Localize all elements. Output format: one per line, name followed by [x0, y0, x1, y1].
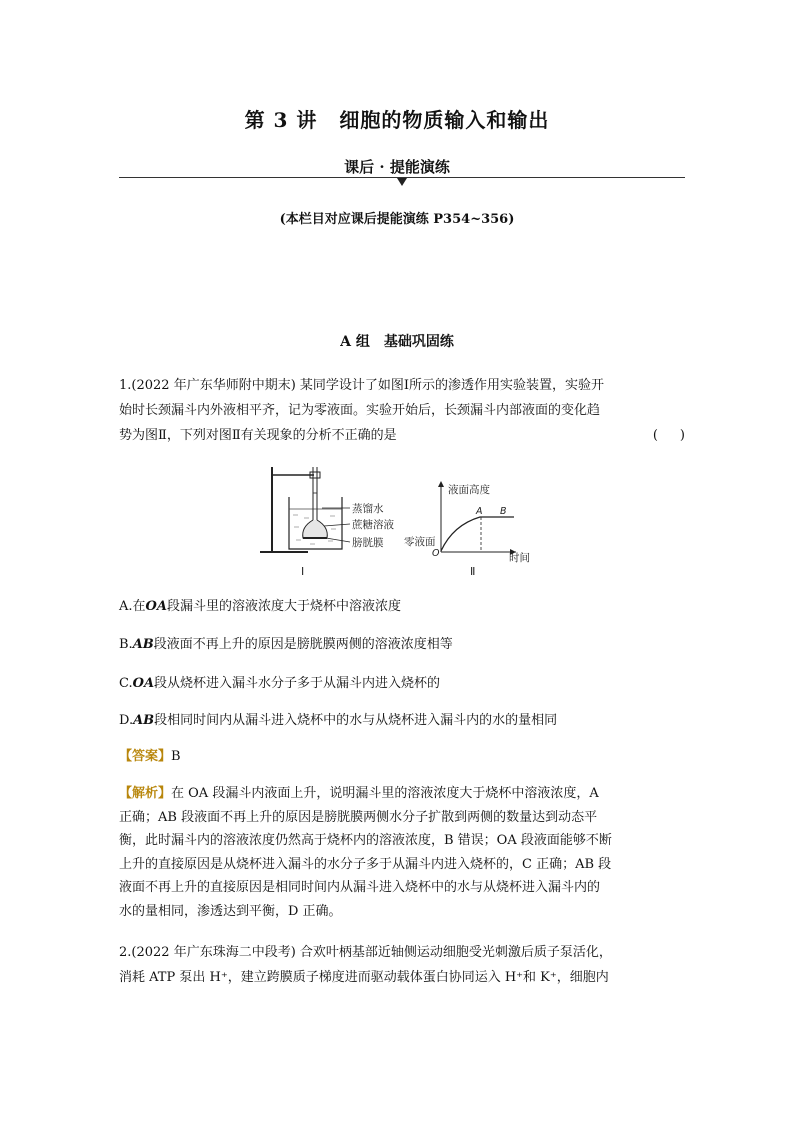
liquid-level-curve	[441, 517, 514, 551]
question-1-line: 1.(2022 年广东华师附中期末) 某同学设计了如图Ⅰ所示的渗透作用实验装置，实验开	[119, 378, 605, 393]
option-c[interactable]: C.OA段从烧杯进入漏斗水分子多于从漏斗内进入烧杯的	[119, 676, 441, 691]
title-topic: 细胞的物质输入和输出	[339, 108, 550, 132]
experiment-figure	[258, 463, 548, 579]
page-reference-note: (本栏目对应课后提能演练 P354~356)	[279, 212, 515, 227]
section-label: 课后 · 提能演练	[344, 158, 450, 176]
figure-2-caption: Ⅱ	[470, 565, 476, 578]
analysis-line: 衡，此时漏斗内的溶液浓度仍然高于烧杯内的溶液浓度，B 错误；OA 段液面能够不断	[119, 833, 612, 848]
question-2-line: 消耗 ATP 泵出 H⁺，建立跨膜质子梯度进而驱动载体蛋白协同运入 H⁺和 K⁺，细胞内	[119, 970, 609, 985]
group-name: 基础巩固练	[383, 334, 454, 350]
zero-level-label: 零液面	[404, 536, 436, 548]
analysis-tag: 【解析】	[119, 786, 172, 801]
page-title	[0, 104, 794, 133]
answer-value: B	[171, 749, 181, 764]
group-heading	[0, 331, 794, 351]
origin-label: O	[432, 548, 440, 559]
answer-bracket: ( )	[652, 428, 685, 443]
label-sucrose-solution: 蔗糖溶液	[352, 519, 394, 531]
answer-line	[119, 747, 181, 767]
title-lecture-number: 第 3 讲	[244, 108, 318, 132]
point-a-label: A	[476, 506, 483, 517]
analysis-block	[119, 782, 685, 923]
triangle-marker-icon	[397, 178, 407, 186]
answer-tag: 【答案】	[119, 749, 172, 764]
group-label: A 组	[340, 334, 370, 350]
apparatus-diagram	[260, 467, 394, 578]
label-bladder-membrane: 膀胱膜	[352, 537, 384, 549]
analysis-line: 上升的直接原因是从烧杯进入漏斗的水分子多于从漏斗内进入烧杯的，C 正确；AB 段	[119, 856, 612, 872]
question-1-stem	[119, 373, 685, 448]
liquid-level-graph	[404, 481, 530, 578]
figure-1-caption: Ⅰ	[301, 565, 305, 578]
y-axis-label: 液面高度	[448, 484, 490, 496]
question-1-line	[119, 423, 685, 448]
question-2-stem	[119, 940, 685, 990]
option-a[interactable]: A.在OA段漏斗里的溶液浓度大于烧杯中溶液浓度	[119, 599, 401, 614]
option-b[interactable]: B.AB段液面不再上升的原因是膀胱膜两侧的溶液浓度相等	[119, 637, 453, 652]
option-d[interactable]: D.AB段相同时间内从漏斗进入烧杯中的水与从烧杯进入漏斗内的水的量相同	[119, 713, 558, 728]
analysis-line: 水的量相同，渗透达到平衡，D 正确。	[119, 903, 342, 919]
label-distilled-water: 蒸馏水	[352, 503, 384, 515]
point-b-label: B	[500, 506, 507, 517]
analysis-line: 液面不再上升的直接原因是相同时间内从漏斗进入烧杯中的水与从烧杯进入漏斗内的	[119, 880, 601, 895]
question-1-line: 始时长颈漏斗内外液相平齐，记为零液面。实验开始后，长颈漏斗内部液面的变化趋	[119, 403, 601, 418]
question-1-line-text: 势为图Ⅱ，下列对图Ⅱ有关现象的分析不正确的是	[119, 428, 397, 443]
analysis-line: 正确；AB 段液面不再上升的原因是膀胱膜两侧水分子扩散到两侧的数量达到动态平	[119, 809, 598, 825]
analysis-line: 【解析】在 OA 段漏斗内液面上升，说明漏斗里的溶液浓度大于烧杯中溶液浓度，A	[119, 786, 599, 801]
question-2-line: 2.(2022 年广东珠海二中段考) 合欢叶柄基部近轴侧运动细胞受光刺激后质子泵活化，	[119, 945, 612, 960]
x-axis-label: 时间	[509, 552, 530, 564]
